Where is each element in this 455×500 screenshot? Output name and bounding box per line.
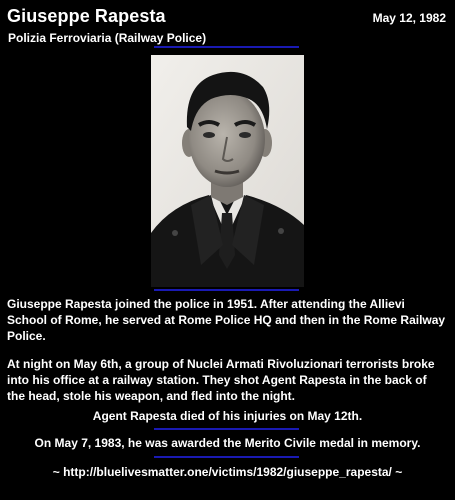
date-of-death: May 12, 1982: [372, 11, 446, 25]
divider-mid: [154, 289, 299, 291]
memorial-link[interactable]: ~ http://bluelivesmatter.one/victims/1982/giuseppe_rapesta/ ~: [52, 465, 403, 479]
medal-line: On May 7, 1983, he was awarded the Merito Civile medal in memory.: [34, 436, 421, 450]
divider-2: [154, 456, 299, 458]
biography-paragraph: Giuseppe Rapesta joined the police in 1951. After attending the Allievi School of Rome, he served at Rome Police HQ and then in the Rome Railway Police.: [7, 297, 446, 343]
officer-name: Giuseppe Rapesta: [7, 6, 166, 26]
divider-1: [154, 428, 299, 430]
officer-portrait: [151, 55, 304, 287]
divider-top: [154, 46, 299, 48]
agency-subtitle: Polizia Ferroviaria (Railway Police): [8, 31, 207, 45]
portrait-image: [151, 55, 304, 287]
death-line: Agent Rapesta died of his injuries on May 12th.: [92, 409, 363, 423]
incident-paragraph: At night on May 6th, a group of Nuclei Armati Rivoluzionari terrorists broke into his office at a railway station. They shot Agent Rapesta in the back of the head, stole his weapon, and fled into the night.: [7, 357, 435, 403]
